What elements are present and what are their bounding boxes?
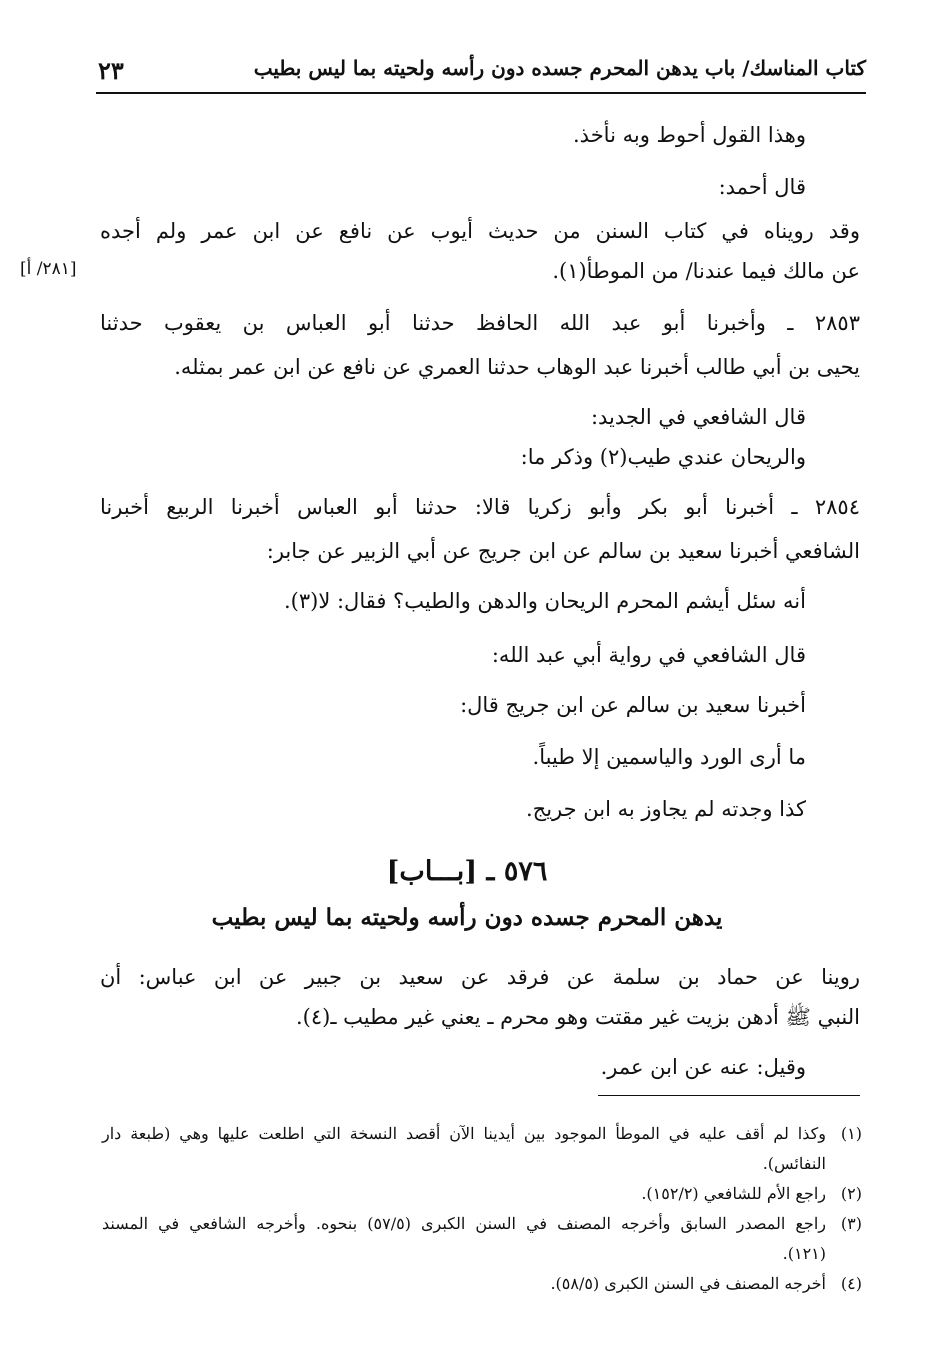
- text-line: أخبرنا سعيد بن سالم عن ابن جريج قال:: [460, 693, 806, 717]
- footnote-number: (٣): [840, 1214, 862, 1233]
- running-title: كتاب المناسك/ باب يدهن المحرم جسده دون رأسه ولحيته بما ليس بطيب: [253, 56, 866, 80]
- text-line: قال الشافعي في الجديد:: [590, 405, 806, 429]
- text-line: ما أرى الورد والياسمين إلا طيباً.: [532, 745, 806, 769]
- running-header: [96, 52, 866, 94]
- margin-reference: [٢٨١/ أ]: [20, 259, 77, 279]
- footnote-1-cont: النفائس).: [762, 1154, 826, 1173]
- text-line: روينا عن حماد بن سلمة عن فرقد عن سعيد بن جبير عن ابن عباس: أن: [100, 965, 860, 989]
- section-number: ٥٧٦ ـ [بـــاب]: [386, 856, 548, 887]
- footnote-2: [641, 1182, 862, 1206]
- page-number: ٢٣: [98, 56, 124, 85]
- text-line: وهذا القول أحوط وبه نأخذ.: [573, 123, 806, 147]
- text-line: عن مالك فيما عندنا/ من الموطأ(١).: [552, 259, 860, 283]
- text-line: قال أحمد:: [718, 175, 806, 199]
- hadith-2854-line: ٢٨٥٤ ـ أخبرنا أبو بكر وأبو زكريا قالا: حدثنا أبو العباس أخبرنا الربيع أخبرنا: [100, 495, 860, 519]
- footnote-text: راجع المصدر السابق وأخرجه المصنف في السنن الكبرى (٥٧/٥) بنحوه. وأخرجه الشافعي في المسند: [102, 1214, 826, 1233]
- text-line: كذا وجدته لم يجاوز به ابن جريج.: [525, 797, 806, 821]
- text-line: وقد رويناه في كتاب السنن من حديث أيوب عن نافع عن ابن عمر ولم أجده: [100, 219, 860, 243]
- footnote-number: (٢): [840, 1184, 862, 1203]
- footnote-3: [102, 1212, 862, 1236]
- footnote-number: (٤): [840, 1274, 862, 1293]
- hadith-2853-line: ٢٨٥٣ ـ وأخبرنا أبو عبد الله الحافظ حدثنا أبو العباس بن يعقوب حدثنا: [100, 311, 860, 335]
- footnote-number: (١): [840, 1124, 862, 1143]
- section-title: يدهن المحرم جسده دون رأسه ولحيته بما ليس بطيب: [211, 904, 723, 931]
- footnote-1: [102, 1122, 862, 1146]
- text-line: النبي ﷺ أدهن بزيت غير مقتت وهو محرم ـ يعني غير مطيب ـ(٤).: [295, 1005, 860, 1029]
- footnote-text: وكذا لم أقف عليه في الموطأ الموجود بين أيدينا الآن أقصد النسخة التي اطلعت عليها وهي (طبعة دار: [102, 1124, 826, 1143]
- footnote-4: [550, 1272, 862, 1296]
- footnote-3-cont: (١٢١).: [782, 1244, 826, 1263]
- text-line: وقيل: عنه عن ابن عمر.: [600, 1055, 806, 1079]
- footnote-text: راجع الأم للشافعي (١٥٢/٢).: [641, 1184, 826, 1203]
- footnote-text: أخرجه المصنف في السنن الكبرى (٥٨/٥).: [550, 1274, 826, 1293]
- footnote-divider: [598, 1095, 860, 1096]
- text-line: يحيى بن أبي طالب أخبرنا عبد الوهاب حدثنا العمري عن نافع عن ابن عمر بمثله.: [174, 355, 860, 379]
- text-line: الشافعي أخبرنا سعيد بن سالم عن ابن جريج عن أبي الزبير عن جابر:: [266, 539, 860, 563]
- text-line: قال الشافعي في رواية أبي عبد الله:: [491, 643, 806, 667]
- text-line: والريحان عندي طيب(٢) وذكر ما:: [520, 445, 806, 469]
- text-line: أنه سئل أيشم المحرم الريحان والدهن والطيب؟ فقال: لا(٣).: [283, 589, 806, 613]
